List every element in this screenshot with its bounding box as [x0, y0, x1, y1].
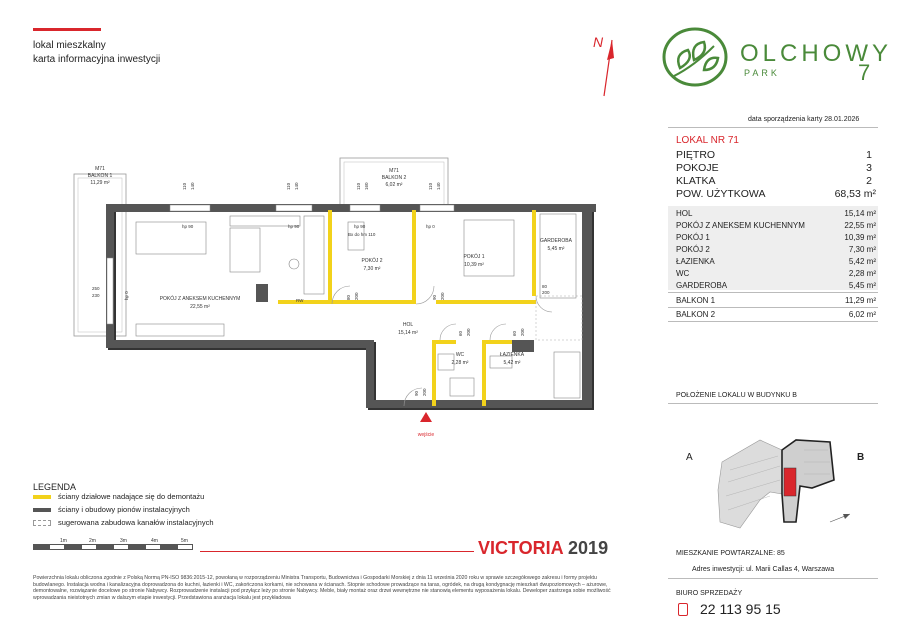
scale-label: 1m	[60, 538, 67, 544]
svg-text:hp 0: hp 0	[124, 291, 129, 300]
rooms-label: POKOJE	[676, 162, 719, 174]
stair-label: KLATKA	[676, 175, 716, 187]
svg-text:200: 200	[422, 388, 427, 396]
svg-text:15,14 m²: 15,14 m²	[398, 330, 418, 336]
area-row: GARDEROBA 5,45 m²	[676, 281, 876, 290]
area-row: ŁAZIENKA 5,42 m²	[676, 257, 876, 266]
row-stair	[676, 175, 876, 187]
svg-text:160: 160	[364, 182, 369, 190]
repeat-info: MIESZKANIE POWTARZALNE: 85	[676, 550, 785, 557]
area-value: 68,53 m²	[834, 188, 876, 200]
header-line1: lokal mieszkalny	[33, 40, 106, 51]
header-line2: karta informacyjna inwestycji	[33, 54, 161, 65]
svg-text:200: 200	[440, 292, 445, 300]
logo-number: 7	[858, 60, 871, 85]
balcony-row: BALKON 2 6,02 m²	[676, 310, 876, 319]
svg-text:6,02 m²: 6,02 m²	[385, 182, 403, 188]
svg-text:POKÓJ 1: POKÓJ 1	[463, 254, 485, 260]
floor-label: PIĘTRO	[676, 149, 716, 161]
unit-title: LOKAL NR 71	[676, 135, 739, 146]
disclaimer: Powierzchnia lokalu obliczona zgodnie z Polską Normą PN-ISO 9836:2015-12, powołaną w rozporządzeniu Ministra Transportu, Budownictwa i Gospodarki Morskiej z dnia 11 września 2020 roku w sprawie szczegółowego zakresu i formy projektu budowlanego. Instalacja wodna i kanalizacyjna doprowadzona do kuchni, łazienki i WC, zakończona korkami, nie schowana w ścianach. Stopnie schodowe prowadzące na taras, ogródek, na drugą kondygnację mieszkań dwupoziomowych – ażurowe, demontowalne, rozwiązanie docelowe po stronie Nabywcy. Rozprowadzenie instalacji pod przyłącz leży po stronie Nabywcy. Meble, biały montaż oraz drzwi wewnętrzne nie stanowią elementu wyposażenia lokalu. Deweloper zastrzega sobie możliwość wprowadzania nieistotnych zmian w dalszym etapie inwestycji. Przedstawiona aranżacja lokalu jest przykładowa	[33, 575, 611, 601]
svg-text:HOL: HOL	[402, 322, 414, 328]
floor-value: 1	[866, 149, 872, 161]
divider	[668, 307, 878, 308]
legend-title: LEGENDA	[33, 482, 77, 492]
area-row: POKÓJ Z ANEKSEM KUCHENNYM 22,55 m²	[676, 221, 876, 230]
location-left: A	[686, 452, 693, 463]
svg-text:7,30 m²: 7,30 m²	[363, 266, 381, 272]
svg-text:hp 90: hp 90	[182, 224, 194, 229]
svg-text:200: 200	[466, 328, 471, 336]
scale-bar	[33, 544, 193, 550]
scale-label: 4m	[151, 538, 158, 544]
svg-text:hp 90: hp 90	[288, 224, 300, 229]
rooms-value: 3	[866, 162, 872, 174]
area-row: POKÓJ 1 10,39 m²	[676, 233, 876, 242]
svg-text:RW: RW	[296, 298, 304, 303]
sales-title: BIURO SPRZEDAŻY	[676, 590, 743, 597]
svg-text:200: 200	[354, 292, 359, 300]
phone-icon	[678, 603, 688, 616]
svg-text:110: 110	[356, 182, 361, 190]
svg-text:80: 80	[346, 294, 351, 300]
svg-text:200: 200	[542, 290, 550, 295]
area-row: POKÓJ 2 7,30 m²	[676, 245, 876, 254]
svg-text:10,39 m²: 10,39 m²	[464, 262, 484, 268]
svg-text:22,55 m²: 22,55 m²	[190, 304, 210, 310]
svg-text:BALKON 1: BALKON 1	[87, 173, 113, 179]
svg-text:90: 90	[432, 294, 437, 300]
svg-text:60: 60	[458, 330, 463, 336]
svg-text:M71: M71	[95, 166, 105, 172]
svg-text:5,45 m²: 5,45 m²	[547, 246, 565, 252]
divider	[668, 127, 878, 128]
svg-text:90: 90	[414, 390, 419, 396]
location-title: POŁOŻENIE LOKALU W BUDYNKU B	[676, 392, 797, 399]
logo-leaves-icon	[660, 26, 730, 88]
north-label: N	[593, 34, 604, 50]
svg-text:230: 230	[92, 293, 100, 298]
svg-text:WC: WC	[455, 352, 465, 358]
legend-swatch-dashed	[33, 520, 51, 526]
row-area	[676, 188, 876, 200]
area-row: HOL 15,14 m²	[676, 209, 876, 218]
legend-item: ściany i obudowy pionów instalacyjnych	[58, 505, 190, 514]
header-red-bar	[33, 28, 101, 31]
legend-item: ściany działowe nadające się do demontażu	[58, 492, 205, 501]
svg-text:2,28 m²: 2,28 m²	[451, 360, 469, 366]
svg-text:80: 80	[542, 284, 548, 289]
svg-text:200: 200	[520, 328, 525, 336]
divider	[668, 292, 878, 293]
scale-label: 2m	[89, 538, 96, 544]
area-label: POW. UŻYTKOWA	[676, 188, 766, 200]
card-date: data sporządzenia karty 28.01.2026	[748, 116, 860, 123]
svg-text:140: 140	[294, 182, 299, 190]
victoria-line	[200, 551, 474, 552]
svg-text:BALKON 2: BALKON 2	[381, 175, 407, 181]
divider	[668, 321, 878, 322]
svg-text:hp 90: hp 90	[354, 224, 366, 229]
svg-text:5,42 m²: 5,42 m²	[503, 360, 521, 366]
svg-text:M71: M71	[389, 168, 399, 174]
svg-text:140: 140	[190, 182, 195, 190]
svg-text:hp 0: hp 0	[426, 224, 435, 229]
scale-label: 3m	[120, 538, 127, 544]
legend-swatch-yellow	[33, 495, 51, 499]
balcony-row: BALKON 1 11,29 m²	[676, 296, 876, 305]
location-right: B	[857, 452, 865, 463]
scale-label: 5m	[181, 538, 188, 544]
svg-text:110: 110	[428, 182, 433, 190]
sales-phone: 22 113 95 15	[700, 601, 781, 617]
svg-text:ŁAZIENKA: ŁAZIENKA	[499, 352, 525, 358]
svg-text:GARDEROBA: GARDEROBA	[540, 238, 572, 244]
north-arrow-icon	[598, 38, 618, 98]
row-floor	[676, 149, 876, 161]
svg-text:POKÓJ 2: POKÓJ 2	[361, 258, 383, 264]
svg-text:250: 250	[92, 286, 100, 291]
victoria-brand: VICTORIA 2019	[478, 538, 609, 558]
row-rooms	[676, 162, 876, 174]
svg-text:110: 110	[182, 182, 187, 190]
building-location-map	[700, 410, 850, 540]
svg-text:110: 110	[286, 182, 291, 190]
stair-value: 2	[866, 175, 872, 187]
svg-text:140: 140	[436, 182, 441, 190]
floor-plan	[70, 150, 630, 440]
svg-text:POKÓJ Z ANEKSEM KUCHENNYM: POKÓJ Z ANEKSEM KUCHENNYM	[159, 296, 241, 302]
svg-text:Bx do hm 110: Bx do hm 110	[348, 232, 376, 237]
logo-name: OLCHOWY	[740, 40, 893, 67]
divider	[668, 578, 878, 579]
address: Adres inwestycji: ul. Marii Callas 4, Warszawa	[692, 566, 835, 573]
area-row: WC 2,28 m²	[676, 269, 876, 278]
svg-text:11,29 m²: 11,29 m²	[90, 180, 110, 186]
logo-sub: PARK	[744, 68, 780, 78]
svg-text:60: 60	[512, 330, 517, 336]
legend-item: sugerowana zabudowa kanałów instalacyjnych	[58, 518, 214, 527]
svg-text:wejście: wejście	[417, 432, 435, 438]
divider	[668, 403, 878, 404]
legend-swatch-grey	[33, 508, 51, 512]
